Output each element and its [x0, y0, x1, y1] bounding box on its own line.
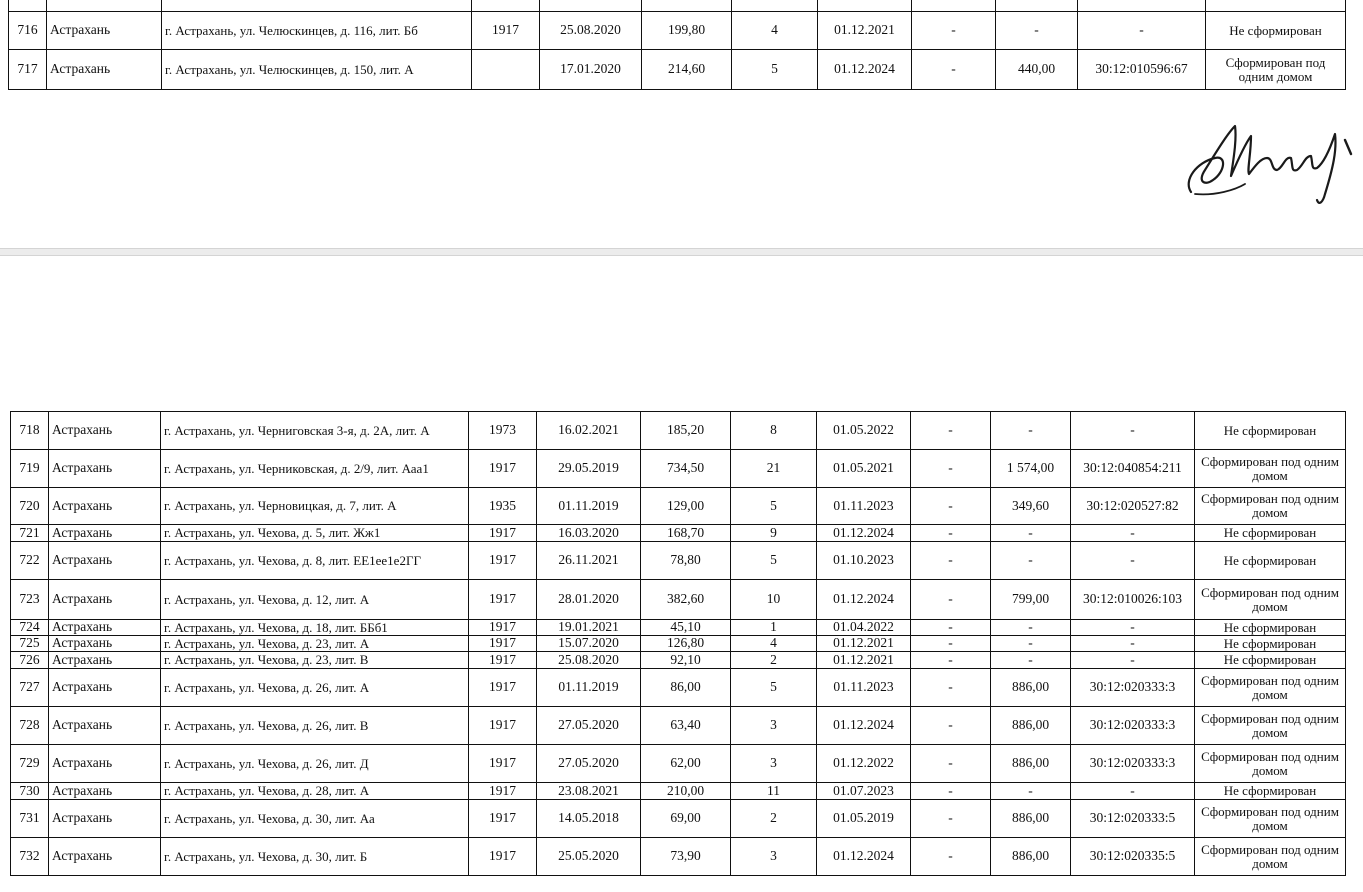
register-table-bottom [10, 411, 1346, 876]
row-plan-date: 01.11.2023 [817, 488, 911, 525]
row-land-area: 799,00 [991, 580, 1071, 620]
row-status: Сформирован под одним домом [1195, 800, 1346, 838]
row-number: 722 [11, 542, 49, 580]
row-area: 382,60 [641, 580, 731, 620]
row-number: 729 [11, 745, 49, 783]
row-area: 78,80 [641, 542, 731, 580]
row-land-area: - [991, 542, 1071, 580]
row-year: 1917 [469, 707, 537, 745]
row-land-area: - [991, 652, 1071, 669]
row-count: 21 [731, 450, 817, 488]
row-count: 5 [731, 542, 817, 580]
row-plan-date: 01.12.2021 [817, 652, 911, 669]
row-cadastral: 30:12:020333:3 [1071, 745, 1195, 783]
row-status: Не сформирован [1195, 636, 1346, 652]
row-area: 62,00 [641, 745, 731, 783]
table-row [11, 620, 1346, 636]
table-row [11, 707, 1346, 745]
row-number: 727 [11, 669, 49, 707]
row-city [47, 0, 162, 12]
row-city: Астрахань [49, 620, 161, 636]
row-status: Сформирован под одним домом [1195, 838, 1346, 876]
row-count: 5 [732, 50, 818, 90]
row-address: г. Астрахань, ул. Чехова, д. 30, лит. Аа [161, 800, 469, 838]
page-top [0, 0, 1363, 248]
row-plan-date: 01.12.2021 [817, 636, 911, 652]
row-plan-date: 01.12.2021 [818, 12, 912, 50]
row-plan-date: 01.05.2021 [817, 450, 911, 488]
table-row [11, 745, 1346, 783]
table-row [11, 542, 1346, 580]
row-date: 26.11.2021 [537, 542, 641, 580]
row-area [642, 0, 732, 12]
row-address: г. Астрахань, ул. Чехова, д. 23, лит. А [161, 636, 469, 652]
row-count: 8 [731, 412, 817, 450]
table-row [9, 0, 1346, 12]
row-cadastral: 30:12:010596:67 [1078, 50, 1206, 90]
row-land-area: 886,00 [991, 669, 1071, 707]
row-number: 720 [11, 488, 49, 525]
row-count: 3 [731, 745, 817, 783]
row-number: 732 [11, 838, 49, 876]
row-date: 27.05.2020 [537, 745, 641, 783]
row-count [732, 0, 818, 12]
signature [1175, 110, 1363, 210]
row-cadastral: - [1071, 636, 1195, 652]
row-address: г. Астрахань, ул. Чехова, д. 26, лит. Д [161, 745, 469, 783]
row-date: 17.01.2020 [540, 50, 642, 90]
row-number: 731 [11, 800, 49, 838]
row-date: 01.11.2019 [537, 488, 641, 525]
row-plan-date: 01.05.2019 [817, 800, 911, 838]
row-plan-date: 01.12.2022 [817, 745, 911, 783]
row-count: 3 [731, 707, 817, 745]
row-area: 210,00 [641, 783, 731, 800]
row-col9: - [912, 12, 996, 50]
row-city: Астрахань [49, 669, 161, 707]
row-status: Не сформирован [1195, 525, 1346, 542]
row-land-area: - [991, 412, 1071, 450]
row-year: 1917 [469, 450, 537, 488]
row-area: 45,10 [641, 620, 731, 636]
row-year: 1973 [469, 412, 537, 450]
table-row [11, 838, 1346, 876]
row-city: Астрахань [49, 580, 161, 620]
row-year: 1935 [469, 488, 537, 525]
row-year: 1917 [469, 620, 537, 636]
row-year: 1917 [469, 525, 537, 542]
row-land-area: - [996, 12, 1078, 50]
row-plan-date: 01.11.2023 [817, 669, 911, 707]
row-land-area: 886,00 [991, 745, 1071, 783]
row-address: г. Астрахань, ул. Черновицкая, д. 7, лит. А [161, 488, 469, 525]
row-status: Сформирован под одним домом [1195, 580, 1346, 620]
row-col9: - [912, 50, 996, 90]
row-land-area: 886,00 [991, 707, 1071, 745]
row-status: Сформирован под одним домом [1195, 488, 1346, 525]
table-row [11, 412, 1346, 450]
row-col9: - [911, 652, 991, 669]
row-plan-date: 01.12.2024 [817, 838, 911, 876]
row-count: 2 [731, 652, 817, 669]
row-count: 10 [731, 580, 817, 620]
row-date: 27.05.2020 [537, 707, 641, 745]
row-number: 723 [11, 580, 49, 620]
row-col9: - [911, 620, 991, 636]
row-date: 15.07.2020 [537, 636, 641, 652]
row-plan-date: 01.12.2024 [817, 580, 911, 620]
row-land-area: 886,00 [991, 838, 1071, 876]
page-bottom [0, 256, 1363, 892]
row-area: 92,10 [641, 652, 731, 669]
row-year: 1917 [469, 838, 537, 876]
row-area: 86,00 [641, 669, 731, 707]
row-year [472, 50, 540, 90]
row-city: Астрахань [49, 542, 161, 580]
row-year [472, 0, 540, 12]
row-date: 29.05.2019 [537, 450, 641, 488]
table-row [11, 800, 1346, 838]
row-cadastral: - [1071, 525, 1195, 542]
row-area: 129,00 [641, 488, 731, 525]
row-address: г. Астрахань, ул. Чехова, д. 26, лит. В [161, 707, 469, 745]
row-address: г. Астрахань, ул. Черниговская 3-я, д. 2А, лит. А [161, 412, 469, 450]
row-year: 1917 [469, 800, 537, 838]
row-col9 [912, 0, 996, 12]
row-status: Сформирован под одним домом [1195, 450, 1346, 488]
row-cadastral: - [1071, 652, 1195, 669]
row-city: Астрахань [47, 50, 162, 90]
row-address: г. Астрахань, ул. Чехова, д. 30, лит. Б [161, 838, 469, 876]
row-status: Не сформирован [1195, 412, 1346, 450]
row-cadastral: 30:12:020527:82 [1071, 488, 1195, 525]
table-row [9, 12, 1346, 50]
row-area: 185,20 [641, 412, 731, 450]
row-area: 214,60 [642, 50, 732, 90]
row-status: Не сформирован [1195, 620, 1346, 636]
row-year: 1917 [469, 542, 537, 580]
row-col9: - [911, 745, 991, 783]
row-land-area: 440,00 [996, 50, 1078, 90]
row-year: 1917 [469, 745, 537, 783]
row-city: Астрахань [49, 652, 161, 669]
row-cadastral: - [1071, 620, 1195, 636]
row-col9: - [911, 783, 991, 800]
row-count: 2 [731, 800, 817, 838]
row-land-area: - [991, 636, 1071, 652]
row-plan-date: 01.05.2022 [817, 412, 911, 450]
row-number: 725 [11, 636, 49, 652]
row-date: 25.05.2020 [537, 838, 641, 876]
row-col9: - [911, 800, 991, 838]
row-date: 25.08.2020 [540, 12, 642, 50]
row-count: 5 [731, 488, 817, 525]
row-col9: - [911, 707, 991, 745]
row-year: 1917 [469, 783, 537, 800]
row-land-area: 1 574,00 [991, 450, 1071, 488]
row-area: 73,90 [641, 838, 731, 876]
row-cadastral: - [1078, 12, 1206, 50]
row-date: 16.03.2020 [537, 525, 641, 542]
row-number: 726 [11, 652, 49, 669]
row-city: Астрахань [49, 525, 161, 542]
row-plan-date: 01.10.2023 [817, 542, 911, 580]
row-plan-date: 01.12.2024 [817, 525, 911, 542]
row-number [9, 0, 47, 12]
table-row [11, 450, 1346, 488]
row-area: 168,70 [641, 525, 731, 542]
row-date: 25.08.2020 [537, 652, 641, 669]
row-number: 721 [11, 525, 49, 542]
table-row [11, 525, 1346, 542]
row-date: 23.08.2021 [537, 783, 641, 800]
table-row [9, 50, 1346, 90]
row-area: 63,40 [641, 707, 731, 745]
table-row [11, 669, 1346, 707]
row-land-area: - [991, 620, 1071, 636]
row-address: г. Астрахань, ул. Чехова, д. 5, лит. Жж1 [161, 525, 469, 542]
page-separator [0, 248, 1363, 256]
row-cadastral: 30:12:020333:3 [1071, 707, 1195, 745]
row-count: 5 [731, 669, 817, 707]
row-number: 730 [11, 783, 49, 800]
row-count: 3 [731, 838, 817, 876]
row-address: г. Астрахань, ул. Чехова, д. 26, лит. А [161, 669, 469, 707]
row-area: 126,80 [641, 636, 731, 652]
row-status: Сформирован под одним домом [1195, 669, 1346, 707]
row-date: 01.11.2019 [537, 669, 641, 707]
row-number: 716 [9, 12, 47, 50]
row-number: 728 [11, 707, 49, 745]
row-date: 14.05.2018 [537, 800, 641, 838]
row-plan-date: 01.12.2024 [817, 707, 911, 745]
row-address: г. Астрахань, ул. Чехова, д. 12, лит. А [161, 580, 469, 620]
row-plan-date [818, 0, 912, 12]
row-address: г. Астрахань, ул. Чехова, д. 28, лит. А [161, 783, 469, 800]
row-col9: - [911, 542, 991, 580]
row-date: 19.01.2021 [537, 620, 641, 636]
row-city: Астрахань [49, 800, 161, 838]
row-col9: - [911, 636, 991, 652]
row-year: 1917 [469, 652, 537, 669]
row-status: Сформирован под одним домом [1206, 50, 1346, 90]
row-col9: - [911, 838, 991, 876]
row-address: г. Астрахань, ул. Челюскинцев, д. 150, лит. А [162, 50, 472, 90]
row-cadastral: 30:12:020333:5 [1071, 800, 1195, 838]
row-count: 9 [731, 525, 817, 542]
row-city: Астрахань [49, 838, 161, 876]
row-cadastral: 30:12:020333:3 [1071, 669, 1195, 707]
row-city: Астрахань [49, 783, 161, 800]
row-city: Астрахань [49, 707, 161, 745]
row-city: Астрахань [49, 488, 161, 525]
table-row [11, 636, 1346, 652]
row-land-area: 886,00 [991, 800, 1071, 838]
row-area: 69,00 [641, 800, 731, 838]
row-status: Сформирован под одним домом [1195, 707, 1346, 745]
row-address: г. Астрахань, ул. Челюскинцев, д. 116, лит. Бб [162, 12, 472, 50]
row-col9: - [911, 450, 991, 488]
row-address [162, 0, 472, 12]
table-row [11, 652, 1346, 669]
row-year: 1917 [469, 580, 537, 620]
row-col9: - [911, 580, 991, 620]
row-date: 28.01.2020 [537, 580, 641, 620]
row-address: г. Астрахань, ул. Черниковская, д. 2/9, лит. Ааа1 [161, 450, 469, 488]
row-cadastral: 30:12:040854:211 [1071, 450, 1195, 488]
row-plan-date: 01.07.2023 [817, 783, 911, 800]
row-land-area: - [991, 783, 1071, 800]
row-year: 1917 [472, 12, 540, 50]
row-address: г. Астрахань, ул. Чехова, д. 8, лит. ЕЕ1ее1е2ГГ [161, 542, 469, 580]
row-cadastral: - [1071, 783, 1195, 800]
row-date [540, 0, 642, 12]
row-area: 199,80 [642, 12, 732, 50]
row-city: Астрахань [47, 12, 162, 50]
row-plan-date: 01.12.2024 [818, 50, 912, 90]
row-cadastral: - [1071, 412, 1195, 450]
row-land-area: 349,60 [991, 488, 1071, 525]
row-land-area [996, 0, 1078, 12]
row-number: 718 [11, 412, 49, 450]
row-cadastral: 30:12:010026:103 [1071, 580, 1195, 620]
row-city: Астрахань [49, 745, 161, 783]
row-status: Не сформирован [1195, 783, 1346, 800]
row-city: Астрахань [49, 636, 161, 652]
row-area: 734,50 [641, 450, 731, 488]
row-number: 717 [9, 50, 47, 90]
register-rows-top [9, 0, 1346, 90]
row-land-area: - [991, 525, 1071, 542]
row-count: 1 [731, 620, 817, 636]
row-city: Астрахань [49, 412, 161, 450]
row-count: 4 [732, 12, 818, 50]
row-count: 4 [731, 636, 817, 652]
register-table-top [8, 0, 1346, 90]
row-address: г. Астрахань, ул. Чехова, д. 18, лит. ББб1 [161, 620, 469, 636]
row-status [1206, 0, 1346, 12]
row-col9: - [911, 669, 991, 707]
row-status: Не сформирован [1195, 542, 1346, 580]
row-col9: - [911, 525, 991, 542]
table-row [11, 488, 1346, 525]
row-status: Сформирован под одним домом [1195, 745, 1346, 783]
row-number: 719 [11, 450, 49, 488]
row-status: Не сформирован [1195, 652, 1346, 669]
row-cadastral: - [1071, 542, 1195, 580]
table-row [11, 580, 1346, 620]
row-col9: - [911, 488, 991, 525]
row-count: 11 [731, 783, 817, 800]
row-year: 1917 [469, 636, 537, 652]
row-col9: - [911, 412, 991, 450]
row-year: 1917 [469, 669, 537, 707]
row-city: Астрахань [49, 450, 161, 488]
row-status: Не сформирован [1206, 12, 1346, 50]
row-plan-date: 01.04.2022 [817, 620, 911, 636]
row-address: г. Астрахань, ул. Чехова, д. 23, лит. В [161, 652, 469, 669]
register-rows-bottom [11, 412, 1346, 876]
row-cadastral [1078, 0, 1206, 12]
row-date: 16.02.2021 [537, 412, 641, 450]
table-row [11, 783, 1346, 800]
row-cadastral: 30:12:020335:5 [1071, 838, 1195, 876]
row-number: 724 [11, 620, 49, 636]
